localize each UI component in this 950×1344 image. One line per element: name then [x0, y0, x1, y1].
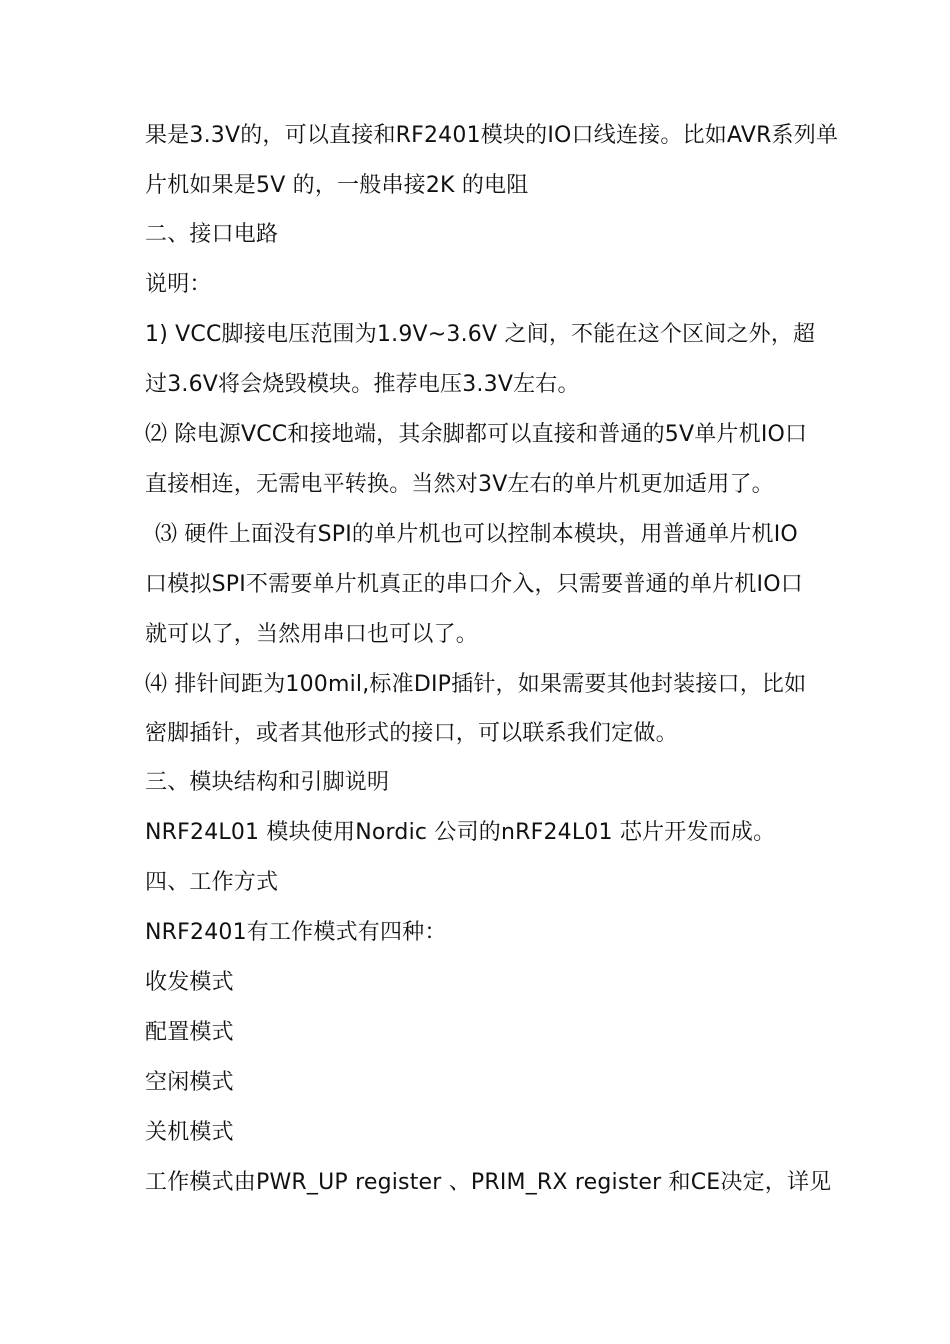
- list-item-mode-idle: 空闲模式: [145, 1070, 234, 1095]
- text-line-17: NRF2401有工作模式有四种：: [145, 920, 447, 945]
- text-line-12: ⑷ 排针间距为100mil,标准DIP插针，如果需要其他封装接口，比如: [145, 672, 807, 697]
- section-heading-interface-circuit: 二、接口电路: [145, 222, 279, 247]
- text-line-7: ⑵ 除电源VCC和接地端，其余脚都可以直接和普通的5V单片机IO口: [145, 422, 808, 447]
- list-item-mode-config: 配置模式: [145, 1020, 234, 1045]
- text-line-13: 密脚插针，或者其他形式的接口，可以联系我们定做。: [145, 721, 678, 746]
- section-heading-module-structure: 三、模块结构和引脚说明: [145, 770, 390, 795]
- text-line-10: 口模拟SPI不需要单片机真正的串口介入，只需要普通的单片机IO口: [145, 572, 803, 597]
- text-line-6: 过3.6V将会烧毁模块。推荐电压3.3V左右。: [145, 372, 580, 397]
- text-line-15: NRF24L01 模块使用Nordic 公司的nRF24L01 芯片开发而成。: [145, 820, 776, 845]
- text-line-22: 工作模式由PWR_UP register 、PRIM_RX register 和CE决定，详见: [145, 1170, 832, 1195]
- text-line-11: 就可以了，当然用串口也可以了。: [145, 622, 479, 647]
- list-item-mode-shutdown: 关机模式: [145, 1120, 234, 1145]
- text-line-5: 1) VCC脚接电压范围为1.9V~3.6V 之间，不能在这个区间之外，超: [145, 322, 816, 347]
- text-line-8: 直接相连，无需电平转换。当然对3V左右的单片机更加适用了。: [145, 472, 774, 497]
- list-item-mode-transceive: 收发模式: [145, 970, 234, 995]
- text-line-9: ⑶ 硬件上面没有SPI的单片机也可以控制本模块，用普通单片机IO: [155, 522, 798, 547]
- text-line-1: 果是3.3V的，可以直接和RF2401模块的IO口线连接。比如AVR系列单: [145, 123, 839, 148]
- section-heading-working-mode: 四、工作方式: [145, 870, 279, 895]
- text-line-2: 片机如果是5V 的，一般串接2K 的电阻: [145, 173, 529, 198]
- text-line-description-label: 说明：: [145, 272, 212, 297]
